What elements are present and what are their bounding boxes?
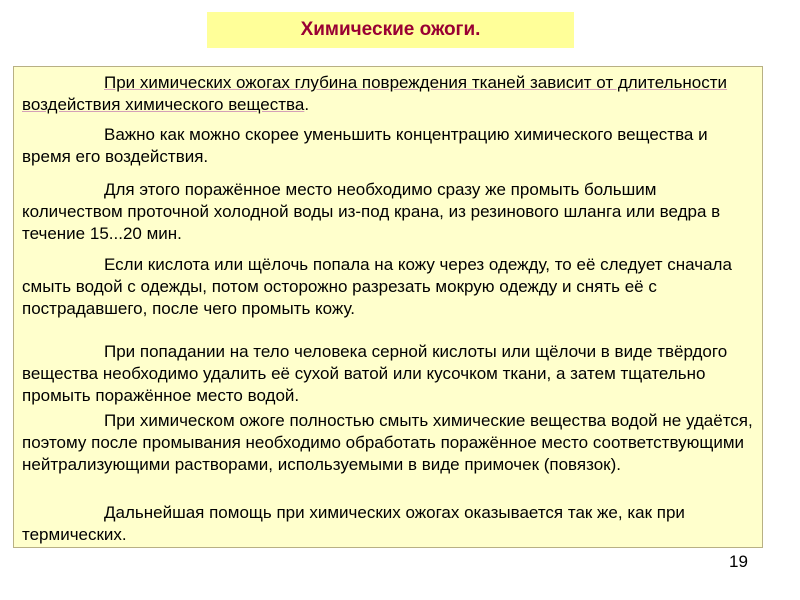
paragraph-6 <box>22 410 758 476</box>
title-box <box>207 12 574 48</box>
paragraph-7-text: Дальнейшая помощь при химических ожогах оказывается так же, как при термических. <box>22 503 685 544</box>
paragraph-1 <box>22 72 758 116</box>
paragraph-1-rest: . <box>304 95 310 114</box>
paragraph-2-text: Важно как можно скорее уменьшить концентрацию химического вещества и время его воздействия. <box>22 125 708 166</box>
content-box <box>13 66 763 548</box>
paragraph-4 <box>22 254 758 320</box>
paragraph-5-text: При попадании на тело человека серной кислоты или щёлочи в виде твёрдого вещества необходимо удалить её сухой ватой или кусочком ткани, а затем тщательно промыть поражённое место водой. <box>22 342 728 405</box>
paragraph-1-underlined: При химических ожогах глубина повреждения тканей зависит от длительности воздействия химического вещества <box>22 73 728 114</box>
paragraph-3-text: Для этого поражённое место необходимо сразу же промыть большим количеством проточной холодной воды из-под крана, из резинового шланга или ведра в течение 15...20 мин. <box>22 180 721 243</box>
slide-title: Химические ожоги. <box>300 19 481 40</box>
page-number: 19 <box>729 552 748 571</box>
paragraph-2 <box>22 124 758 168</box>
paragraph-5 <box>22 341 758 407</box>
paragraph-6-text: При химическом ожоге полностью смыть химические вещества водой не удаётся, поэтому после промывания необходимо обработать поражённое место соответствующими нейтрализующими растворами, используемыми в виде примочек (повязок). <box>22 411 753 474</box>
paragraph-7 <box>22 502 758 546</box>
paragraph-3 <box>22 179 758 245</box>
paragraph-4-text: Если кислота или щёлочь попала на кожу через одежду, то её следует сначала смыть водой с одежды, потом осторожно разрезать мокрую одежду и снять её с пострадавшего, после чего промыть кожу. <box>22 255 732 318</box>
